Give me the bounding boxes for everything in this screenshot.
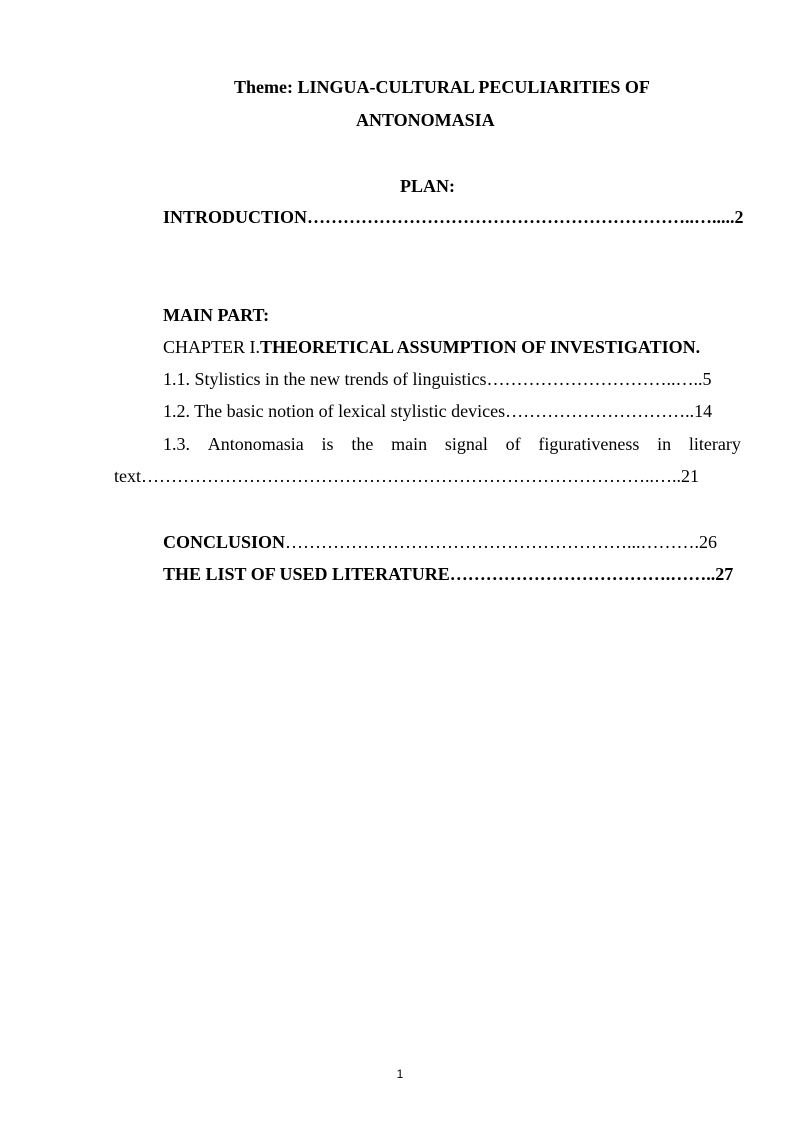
- toc-section-1-2: 1.2. The basic notion of lexical stylistic devices…………………………..14: [163, 401, 713, 421]
- conclusion-leader: …………………………………………………...……….26: [285, 532, 718, 552]
- section-1-3-word: is: [321, 434, 334, 454]
- section-1-3-word: the: [351, 434, 374, 454]
- toc-main-part-heading: MAIN PART:: [163, 305, 270, 325]
- toc-literature: THE LIST OF USED LITERATURE……………………………….……..27: [163, 564, 734, 584]
- toc-section-1-3: [163, 433, 741, 455]
- conclusion-label: CONCLUSION: [163, 532, 286, 552]
- toc-section-1-1: 1.1. Stylistics in the new trends of linguistics…………………………..…..5: [163, 369, 712, 389]
- title-line-2: ANTONOMASIA: [356, 110, 495, 130]
- toc-introduction: INTRODUCTION………………………………………………………..….....2: [163, 207, 744, 227]
- chapter-title: THEORETICAL ASSUMPTION OF INVESTIGATION.: [260, 337, 701, 357]
- section-1-3-word: Antonomasia: [207, 434, 304, 454]
- section-1-3-word: in: [657, 434, 672, 454]
- section-1-3-word: signal: [444, 434, 488, 454]
- toc-conclusion: [163, 531, 717, 553]
- section-1-3-word: literary: [688, 434, 741, 454]
- toc-chapter-1: [163, 336, 700, 358]
- section-1-3-word: of: [505, 434, 521, 454]
- section-1-3-word: main: [391, 434, 428, 454]
- chapter-prefix: CHAPTER I.: [163, 337, 261, 357]
- section-1-3-word: figurativeness: [538, 434, 640, 454]
- section-1-3-word: 1.3.: [163, 434, 190, 454]
- title-line-1: Theme: LINGUA-CULTURAL PECULIARITIES OF: [234, 77, 650, 97]
- page-number: 1: [396, 1067, 404, 1081]
- toc-section-1-3-continuation: text…………………………………………………………………………..…..21: [114, 466, 699, 486]
- plan-heading: PLAN:: [400, 176, 455, 196]
